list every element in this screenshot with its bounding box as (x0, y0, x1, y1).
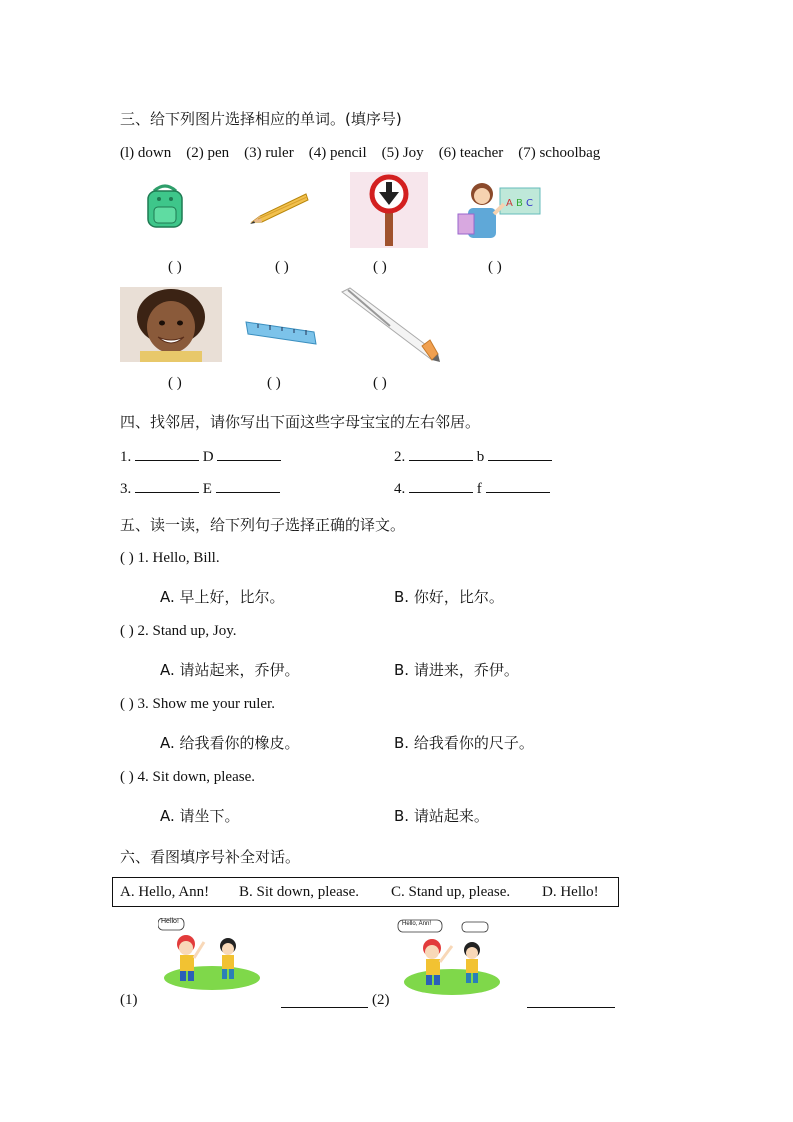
answer-blank[interactable] (135, 479, 199, 493)
neighbor-item-2 (394, 447, 552, 466)
letter: E (202, 481, 212, 497)
option-2a: A. 请站起来，乔伊。 (160, 661, 300, 679)
pencil-picture (248, 188, 310, 228)
answer-paren-3[interactable]: ( ) (373, 259, 387, 275)
dialogue-picture-1 (158, 918, 262, 994)
down-sign-picture (350, 172, 428, 248)
section4-title: 四、找邻居，请你写出下面这些字母宝宝的左右邻居。 (120, 413, 481, 431)
section5-title: 五、读一读，给下列句子选择正确的译文。 (120, 516, 406, 534)
speech-bubble-2: Hello, Ann! (402, 921, 432, 927)
word-3: (3) ruler (244, 145, 294, 161)
item-number: 2. (394, 449, 406, 465)
option-1b: B. 你好，比尔。 (394, 588, 504, 606)
answer-paren-4[interactable]: ( ) (488, 259, 502, 275)
letter: f (476, 481, 482, 497)
answer-blank[interactable] (409, 479, 473, 493)
word-2: (2) pen (186, 145, 230, 161)
option-4a: A. 请坐下。 (160, 807, 240, 825)
answer-blank[interactable] (217, 447, 281, 461)
joy-photo-picture (120, 287, 222, 362)
svg-text:C: C (526, 198, 533, 209)
word-5: (5) Joy (381, 145, 424, 161)
question-4: ( ) 4. Sit down, please. (120, 769, 255, 785)
svg-text:B: B (516, 198, 523, 209)
section6-title: 六、看图填序号补全对话。 (120, 848, 301, 866)
teacher-picture (456, 178, 542, 244)
word-4: (4) pencil (308, 145, 367, 161)
question-3: ( ) 3. Show me your ruler. (120, 696, 275, 712)
neighbor-item-3 (120, 479, 280, 498)
speech-bubble-1: Hello! (161, 918, 179, 925)
answer-blank[interactable] (135, 447, 199, 461)
option-2b: B. 请进来，乔伊。 (394, 661, 519, 679)
dialogue-option-a: A. Hello, Ann! (120, 884, 210, 900)
dialogue-option-b: B. Sit down, please. (239, 884, 359, 900)
option-3b: B. 给我看你的尺子。 (394, 734, 534, 752)
answer-paren-5[interactable]: ( ) (168, 375, 182, 391)
item-number: 3. (120, 481, 132, 497)
dialogue-answer-blank-1[interactable] (281, 995, 368, 1008)
schoolbag-picture (140, 183, 190, 233)
item-number: 1. (120, 449, 132, 465)
item-number: 4. (394, 481, 406, 497)
section3-title: 三、给下列图片选择相应的单词。(填序号) (120, 110, 402, 128)
dialogue-option-d: D. Hello! (542, 884, 599, 900)
word-7: (7) schoolbag (518, 145, 601, 161)
dialogue-label-1: (1) (120, 992, 138, 1008)
answer-blank[interactable] (486, 479, 550, 493)
ruler-picture (244, 310, 320, 346)
word-1: (l) down (120, 145, 172, 161)
answer-blank[interactable] (488, 447, 552, 461)
word-list (120, 145, 600, 162)
letter: D (202, 449, 214, 465)
question-1: ( ) 1. Hello, Bill. (120, 550, 220, 566)
letter: b (476, 449, 485, 465)
svg-text:A: A (506, 198, 513, 209)
answer-paren-6[interactable]: ( ) (267, 375, 281, 391)
answer-blank[interactable] (409, 447, 473, 461)
dialogue-option-c: C. Stand up, please. (391, 884, 511, 900)
answer-paren-7[interactable]: ( ) (373, 375, 387, 391)
pen-picture (338, 286, 442, 364)
option-3a: A. 给我看你的橡皮。 (160, 734, 300, 752)
dialogue-picture-2 (396, 918, 506, 998)
option-4b: B. 请站起来。 (394, 807, 489, 825)
dialogue-answer-blank-2[interactable] (527, 995, 615, 1008)
answer-blank[interactable] (216, 479, 280, 493)
question-2: ( ) 2. Stand up, Joy. (120, 623, 237, 639)
word-6: (6) teacher (438, 145, 504, 161)
neighbor-item-4 (394, 479, 550, 498)
answer-paren-2[interactable]: ( ) (275, 259, 289, 275)
answer-paren-1[interactable]: ( ) (168, 259, 182, 275)
option-1a: A. 早上好，比尔。 (160, 588, 285, 606)
dialogue-label-2: (2) (372, 992, 390, 1008)
neighbor-item-1 (120, 447, 281, 466)
